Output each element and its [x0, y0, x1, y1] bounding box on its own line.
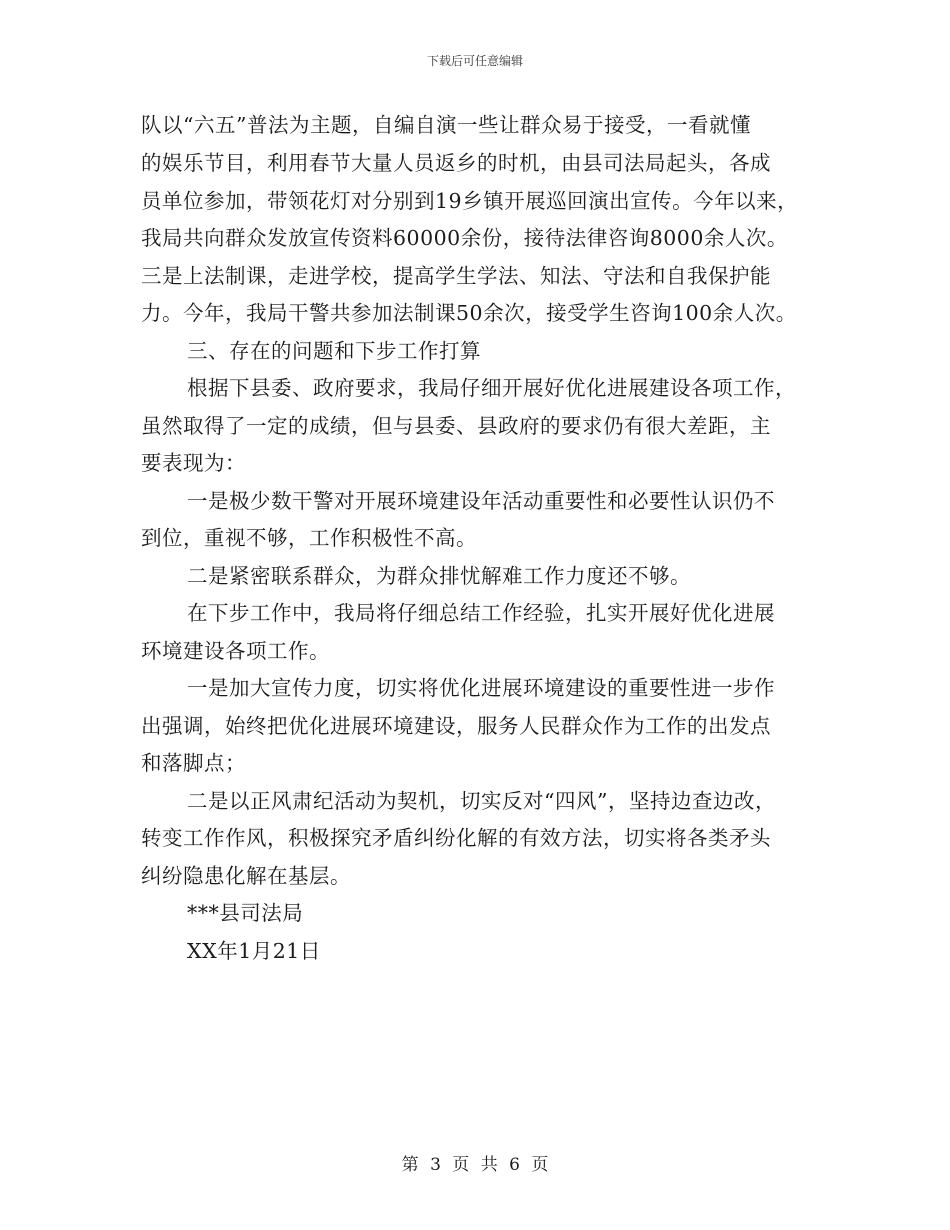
body-line: 二是紧密联系群众，为群众排忧解难工作力度还不够。 — [187, 564, 691, 588]
body-line: 虽然取得了一定的成绩，但与县委、县政府的要求仍有很大差距，主 — [141, 414, 771, 438]
body-line: 员单位参加，带领花灯对分别到19乡镇开展巡回演出宣传。今年以来， — [141, 189, 799, 213]
body-line: 队以“六五”普法为主题，自编自演一些让群众易于接受，一看就懂 — [141, 113, 751, 137]
body-line: 的娱乐节目，利用春节大量人员返乡的时机，由县司法局起头，各成 — [141, 151, 771, 175]
body-line: 要表现为： — [141, 451, 246, 475]
body-line: 纠纷隐患化解在基层。 — [141, 864, 351, 888]
page-number: 第 3 页 共 6 页 — [401, 1155, 549, 1175]
section-heading: 三、存在的问题和下步工作打算 — [187, 339, 481, 363]
signature-org: ***县司法局 — [187, 901, 304, 925]
body-line: 环境建设各项工作。 — [141, 639, 330, 663]
body-line: 到位，重视不够，工作积极性不高。 — [141, 526, 477, 550]
body-line: 根据下县委、政府要求，我局仔细开展好优化进展建设各项工作， — [187, 376, 796, 400]
body-line: 出强调，始终把优化进展环境建设，服务人民群众作为工作的出发点 — [141, 714, 771, 738]
body-line: 二是以正风肃纪活动为契机，切实反对“四风”，坚持边查边改， — [187, 789, 776, 813]
body-line: 一是加大宣传力度，切实将优化进展环境建设的重要性进一步作 — [187, 676, 775, 700]
body-line: 三是上法制课，走进学校，提高学生学法、知法、守法和自我保护能 — [141, 264, 771, 288]
body-line: 一是极少数干警对开展环境建设年活动重要性和必要性认识仍不 — [187, 489, 775, 513]
body-line: 我局共向群众发放宣传资料60000余份，接待法律咨询8000余人次。 — [141, 226, 788, 250]
body-line: 转变工作作风，积极探究矛盾纠纷化解的有效方法，切实将各类矛头 — [141, 826, 771, 850]
body-line: 力。今年，我局干警共参加法制课50余次，接受学生咨询100余人次。 — [141, 301, 797, 325]
page-header: 下载后可任意编辑 — [426, 54, 523, 68]
signature-date: XX年1月21日 — [187, 939, 321, 963]
body-line: 和落脚点； — [141, 751, 246, 775]
body-line: 在下步工作中，我局将仔细总结工作经验，扎实开展好优化进展 — [187, 601, 775, 625]
